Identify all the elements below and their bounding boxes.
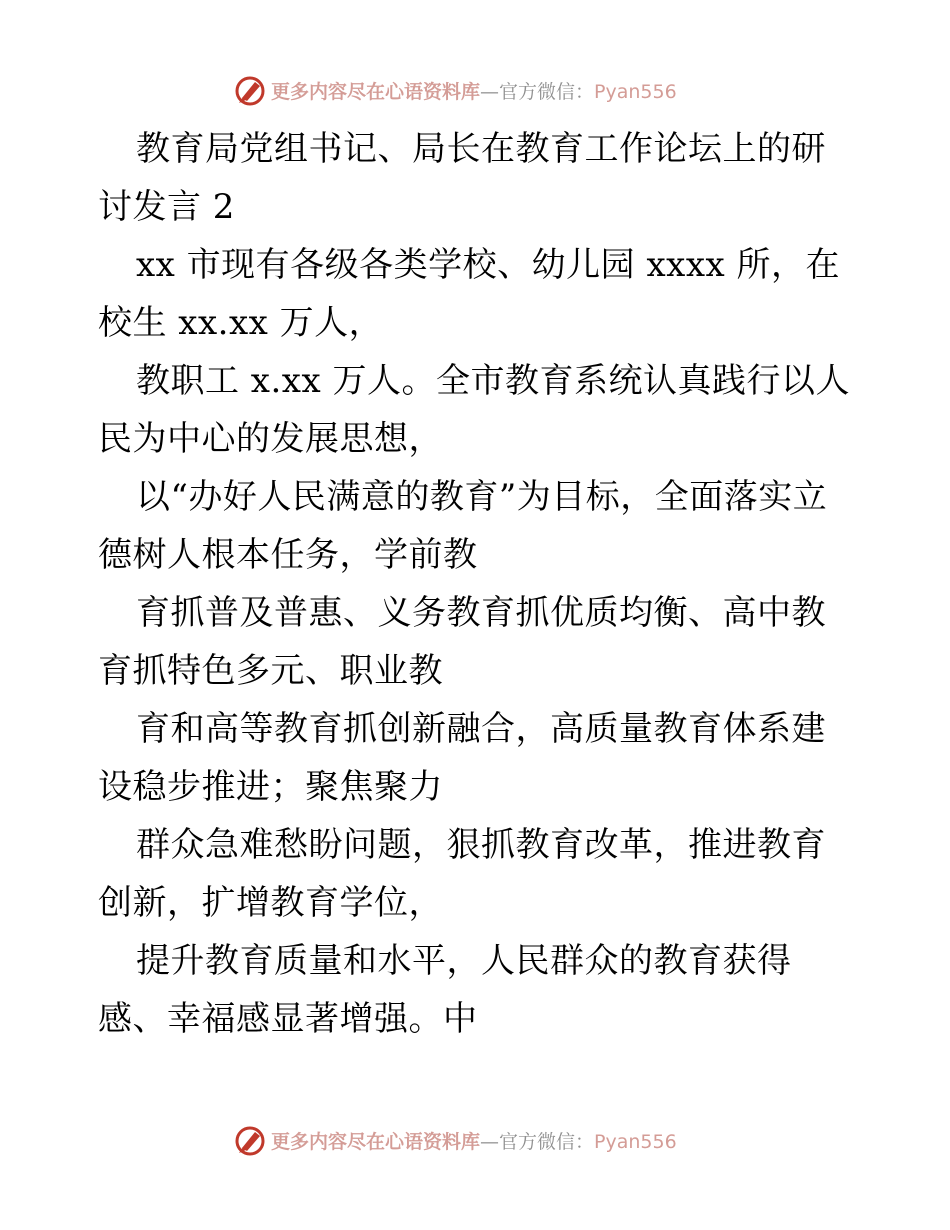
body-paragraph: 提升教育质量和水平，人民群众的教育获得感、幸福感显著增强。中 <box>98 941 792 1039</box>
document-title-paragraph: 教育局党组书记、局长在教育工作论坛上的研讨发言 2 <box>98 129 826 227</box>
pen-nib-logo-icon <box>233 73 267 107</box>
watermark-wechat-id: Pyan556 <box>594 80 677 103</box>
document-body <box>98 120 858 1048</box>
footer-watermark <box>233 1120 713 1160</box>
watermark-wechat-id: Pyan556 <box>594 1130 677 1153</box>
watermark-wechat-label: 官方微信： <box>499 1130 595 1153</box>
body-paragraph: 群众急难愁盼问题，狠抓教育改革，推进教育创新，扩增教育学位， <box>98 825 826 923</box>
watermark-text <box>271 1127 677 1154</box>
header-watermark <box>233 70 713 110</box>
body-paragraph: 育抓普及普惠、义务教育抓优质均衡、高中教育抓特色多元、职业教 <box>98 593 826 691</box>
body-paragraph: xx 市现有各级各类学校、幼儿园 xxxx 所，在校生 xx.xx 万人， <box>98 245 840 343</box>
body-paragraph: 以“办好人民满意的教育”为目标，全面落实立德树人根本任务，学前教 <box>98 477 828 575</box>
watermark-dash: — <box>480 1130 500 1153</box>
pen-nib-logo-icon <box>233 1123 267 1157</box>
body-paragraph: 育和高等教育抓创新融合，高质量教育体系建设稳步推进；聚焦聚力 <box>98 709 826 807</box>
body-paragraph: 教职工 x.xx 万人。全市教育系统认真践行以人民为中心的发展思想， <box>98 361 850 459</box>
watermark-wechat-label: 官方微信： <box>499 80 595 103</box>
watermark-site-name: 更多内容尽在心语资料库 <box>271 1130 481 1153</box>
watermark-text <box>271 77 677 104</box>
watermark-site-name: 更多内容尽在心语资料库 <box>271 80 481 103</box>
watermark-dash: — <box>480 80 500 103</box>
